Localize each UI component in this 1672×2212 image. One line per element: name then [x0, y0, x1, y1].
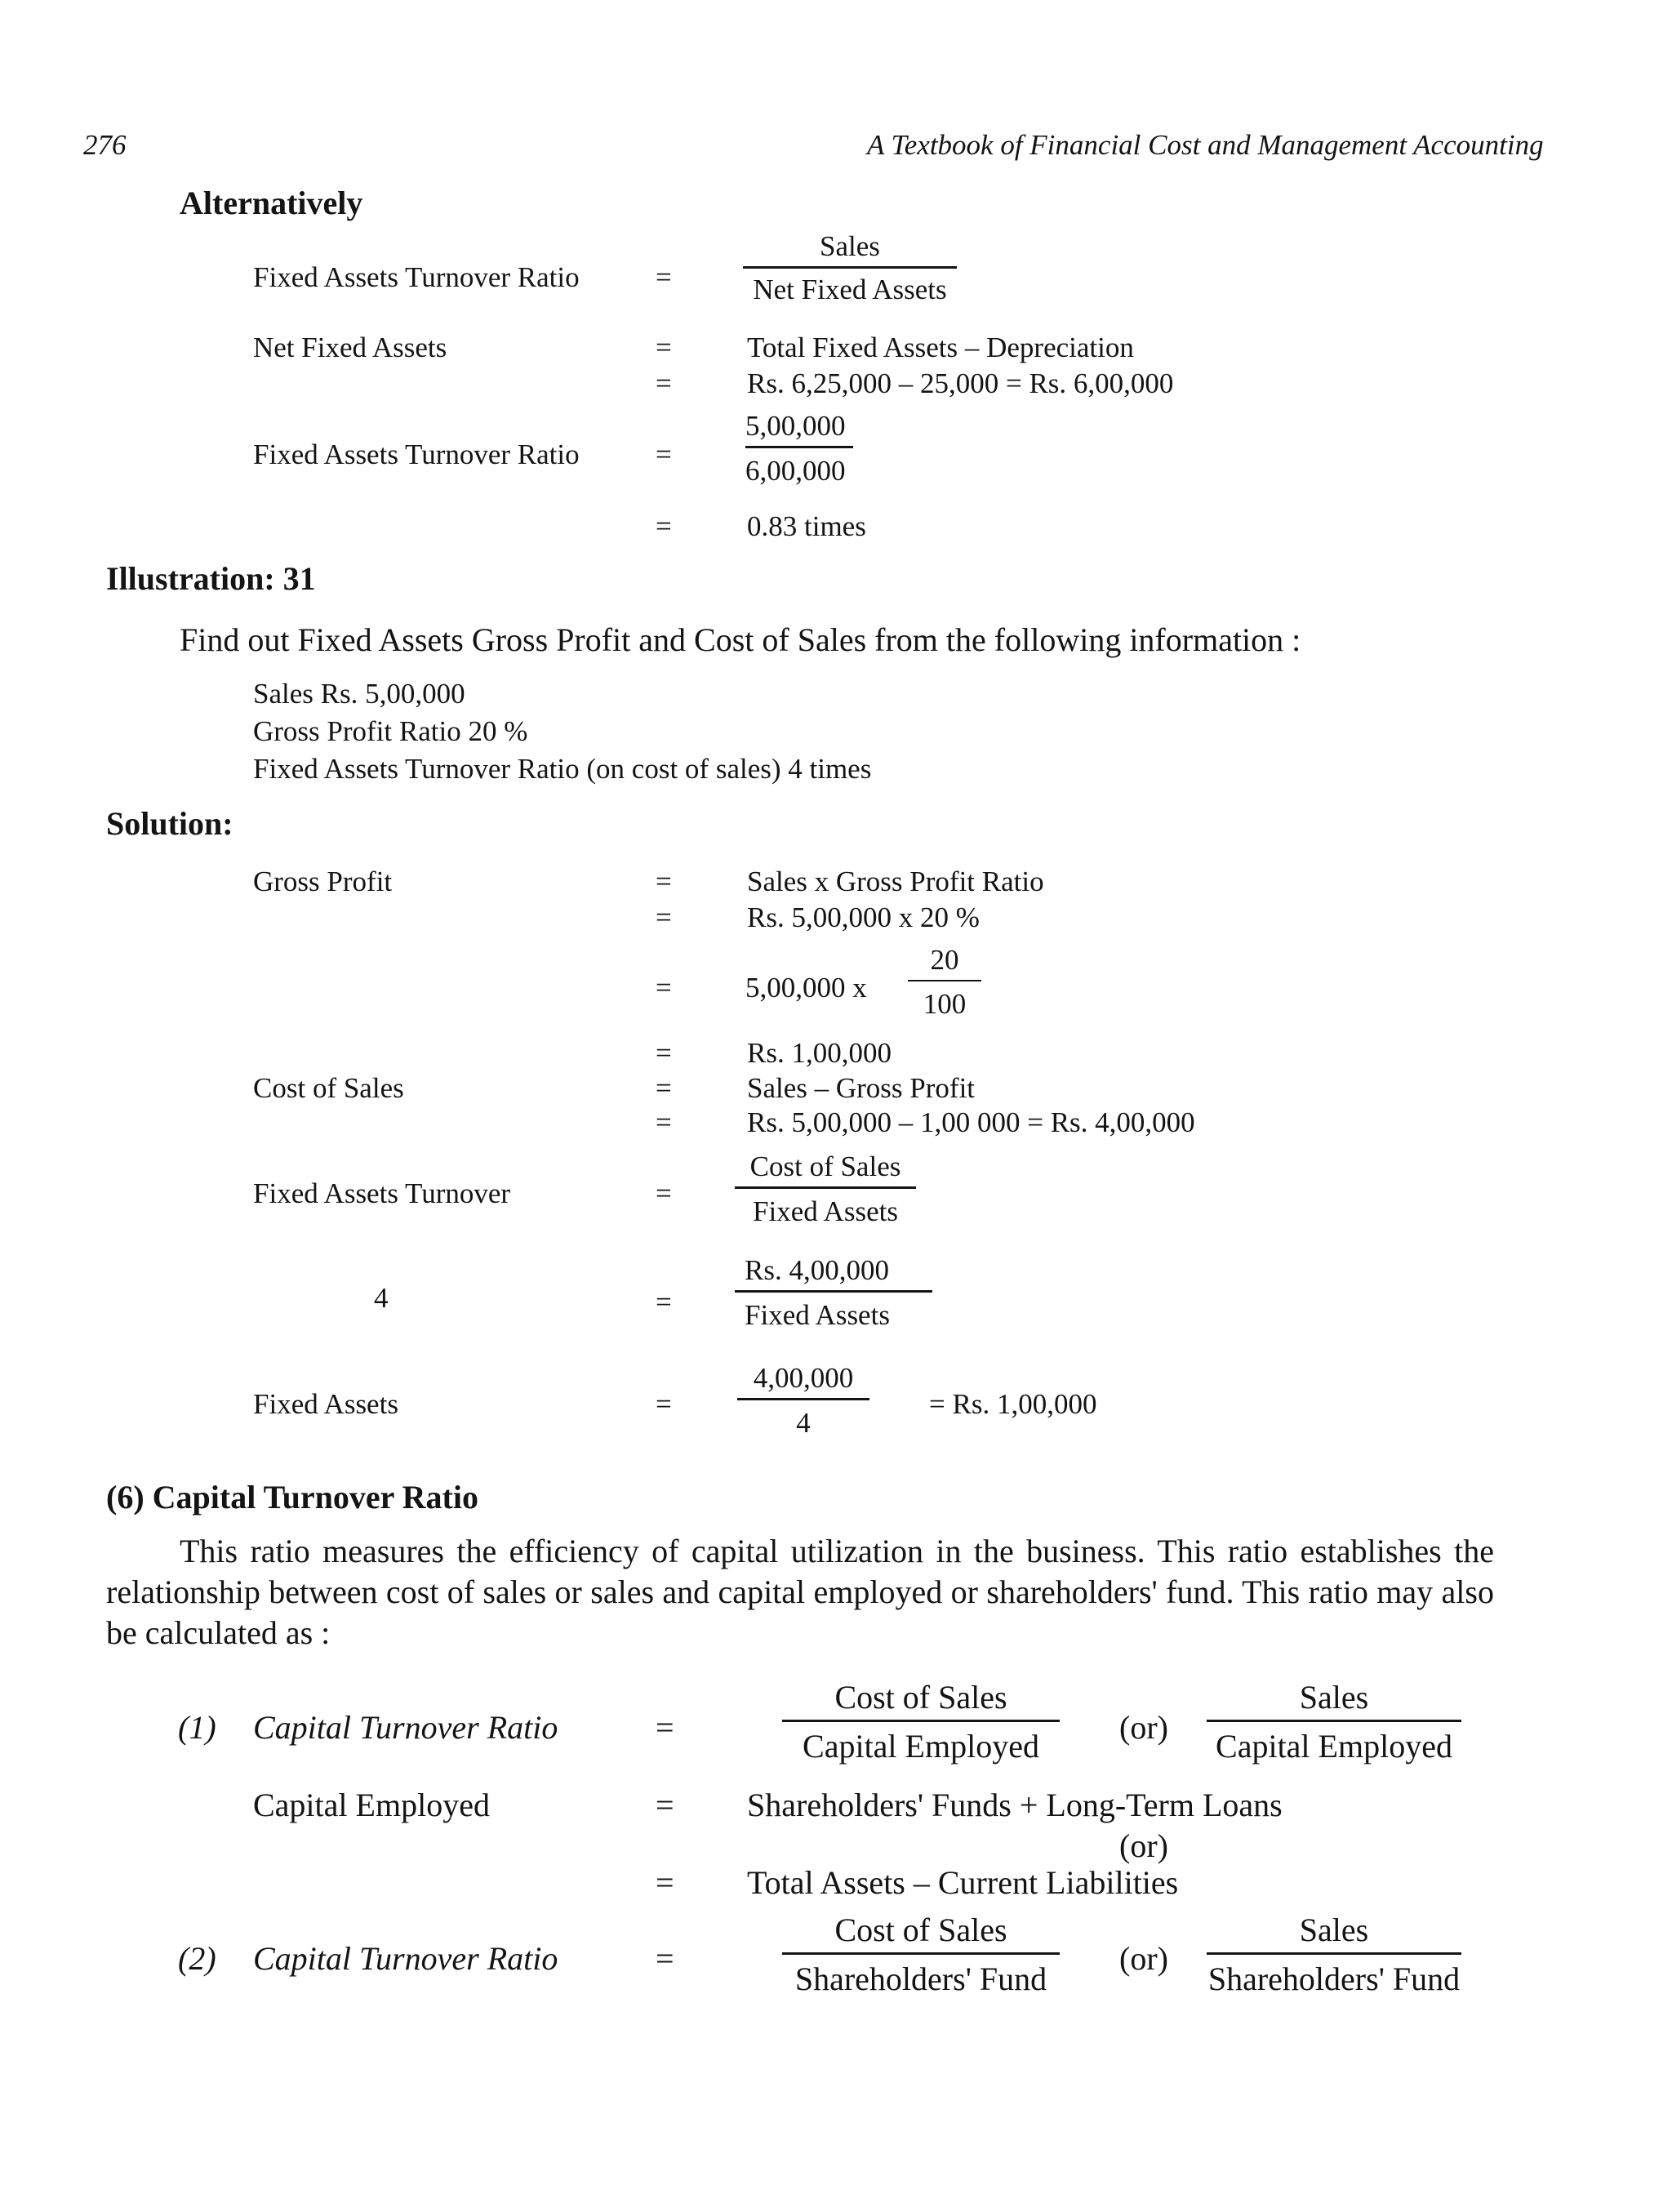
cost-of-sales-formula: Sales – Gross Profit — [747, 1072, 976, 1104]
numerator: Sales — [820, 230, 880, 262]
numerator: Cost of Sales — [749, 1151, 901, 1182]
equals-sign: = — [656, 866, 672, 897]
or-separator: (or) — [1119, 1827, 1168, 1864]
equals-sign: = — [656, 367, 672, 399]
ratio-result: 0.83 times — [747, 510, 866, 542]
fixed-assets-result: = Rs. 1,00,000 — [929, 1388, 1097, 1420]
fraction-bar — [1207, 1720, 1461, 1722]
equals-sign: = — [656, 510, 672, 542]
cost-of-sales-over-capital-employed-fraction — [782, 1678, 1060, 1765]
equals-sign: = — [656, 1286, 672, 1318]
fixed-assets-turnover-label: Fixed Assets Turnover — [253, 1177, 511, 1209]
denominator: 6,00,000 — [745, 455, 846, 487]
equals-sign: = — [656, 1787, 674, 1823]
sales-over-capital-employed-fraction — [1207, 1678, 1461, 1765]
numerator: Rs. 4,00,000 — [745, 1254, 889, 1286]
numerator: Cost of Sales — [834, 1912, 1007, 1948]
denominator: Capital Employed — [803, 1728, 1039, 1765]
ratio-value-fraction — [745, 410, 853, 487]
denominator: 100 — [923, 988, 967, 1020]
net-fixed-assets-formula: Total Fixed Assets – Depreciation — [747, 332, 1134, 363]
or-separator: (or) — [1119, 1709, 1168, 1746]
capital-turnover-heading: (6) Capital Turnover Ratio — [106, 1479, 478, 1515]
equals-sign: = — [656, 1072, 672, 1104]
fraction-bar — [737, 1398, 869, 1400]
denominator: Fixed Assets — [745, 1299, 890, 1331]
or-separator: (or) — [1119, 1940, 1168, 1977]
equals-sign: = — [656, 972, 672, 1004]
fraction-bar — [908, 980, 981, 981]
fraction-bar — [735, 1290, 932, 1293]
info-sales: Sales Rs. 5,00,000 — [253, 678, 465, 710]
numerator: Sales — [1299, 1679, 1369, 1716]
capital-turnover-paragraph: This ratio measures the efficiency of capital utilization in the business. This ratio establishes the relationship between cost of sales or sales and capital employed or shareholders' fund. This ratio may also be calculated as : — [106, 1533, 1494, 1651]
sales-over-shareholders-fund-fraction — [1207, 1911, 1461, 1998]
numerator: Sales — [1299, 1912, 1369, 1948]
fraction-bar — [735, 1186, 916, 1189]
numerator: 4,00,000 — [753, 1362, 854, 1394]
net-fixed-assets-label: Net Fixed Assets — [253, 332, 447, 363]
running-header-title: A Textbook of Financial Cost and Management Accounting — [867, 129, 1544, 161]
fraction-bar — [745, 446, 853, 448]
capital-employed-formula-2: Total Assets – Current Liabilities — [747, 1864, 1179, 1901]
gross-profit-substitution: Rs. 5,00,000 x 20 % — [747, 901, 980, 933]
capital-turnover-ratio-label: Capital Turnover Ratio — [253, 1940, 558, 1977]
denominator: Fixed Assets — [753, 1195, 898, 1227]
gross-profit-label: Gross Profit — [253, 866, 393, 897]
equals-sign: = — [656, 438, 672, 470]
gross-profit-multiplier: 5,00,000 x — [745, 972, 867, 1004]
fixed-assets-label: Fixed Assets — [253, 1388, 398, 1420]
gross-profit-result: Rs. 1,00,000 — [747, 1037, 892, 1069]
rs-four-lakh-over-fixed-assets-fraction — [735, 1254, 932, 1332]
gross-profit-formula: Sales x Gross Profit Ratio — [747, 866, 1044, 897]
denominator: Capital Employed — [1216, 1728, 1452, 1765]
numerator: 5,00,000 — [745, 410, 846, 442]
twenty-over-hundred-fraction — [908, 944, 981, 1021]
solution-heading: Solution: — [106, 805, 233, 842]
denominator: Net Fixed Assets — [753, 274, 947, 305]
page-number: 276 — [83, 129, 127, 161]
equals-sign: = — [656, 901, 672, 933]
cost-of-sales-label: Cost of Sales — [253, 1072, 404, 1104]
fraction-bar — [743, 266, 957, 269]
formula-index-2: (2) — [178, 1940, 216, 1977]
sales-over-net-fixed-assets-fraction — [743, 230, 957, 306]
denominator: Shareholders' Fund — [1207, 1961, 1461, 1997]
denominator: Shareholders' Fund — [794, 1961, 1047, 1997]
equals-sign: = — [656, 1037, 672, 1069]
equals-sign: = — [656, 1388, 672, 1420]
equals-sign: = — [656, 1940, 674, 1977]
fixed-assets-turnover-ratio-label: Fixed Assets Turnover Ratio — [253, 261, 580, 293]
cost-of-sales-over-shareholders-fund-fraction — [782, 1911, 1060, 1998]
fraction-bar — [782, 1952, 1060, 1955]
capital-employed-label: Capital Employed — [253, 1787, 490, 1823]
formula-index-1: (1) — [178, 1709, 216, 1746]
fixed-assets-turnover-ratio-label: Fixed Assets Turnover Ratio — [253, 438, 580, 470]
equals-sign: = — [656, 1177, 672, 1209]
cost-of-sales-calculation: Rs. 5,00,000 – 1,00 000 = Rs. 4,00,000 — [747, 1106, 1195, 1138]
cost-of-sales-over-fixed-assets-fraction — [735, 1151, 916, 1228]
alternatively-heading: Alternatively — [180, 185, 363, 221]
illustration-heading: Illustration: 31 — [106, 560, 316, 597]
info-fixed-assets-turnover: Fixed Assets Turnover Ratio (on cost of sales) 4 times — [253, 753, 872, 785]
equals-sign: = — [656, 1709, 674, 1746]
four-lakh-over-four-fraction — [737, 1362, 869, 1440]
net-fixed-assets-calculation: Rs. 6,25,000 – 25,000 = Rs. 6,00,000 — [747, 367, 1174, 399]
equals-sign: = — [656, 261, 672, 293]
fraction-bar — [782, 1720, 1060, 1722]
equals-sign: = — [656, 1106, 672, 1138]
capital-turnover-ratio-label: Capital Turnover Ratio — [253, 1709, 558, 1746]
info-gross-profit-ratio: Gross Profit Ratio 20 % — [253, 715, 528, 747]
fraction-bar — [1207, 1952, 1461, 1955]
numerator: Cost of Sales — [834, 1679, 1007, 1716]
denominator: 4 — [796, 1407, 811, 1439]
turnover-value-four: 4 — [374, 1282, 389, 1314]
capital-employed-formula-1: Shareholders' Funds + Long-Term Loans — [747, 1787, 1283, 1823]
numerator: 20 — [930, 944, 959, 976]
illustration-question: Find out Fixed Assets Gross Profit and Cost of Sales from the following information : — [180, 621, 1301, 658]
equals-sign: = — [656, 1864, 674, 1901]
equals-sign: = — [656, 332, 672, 363]
